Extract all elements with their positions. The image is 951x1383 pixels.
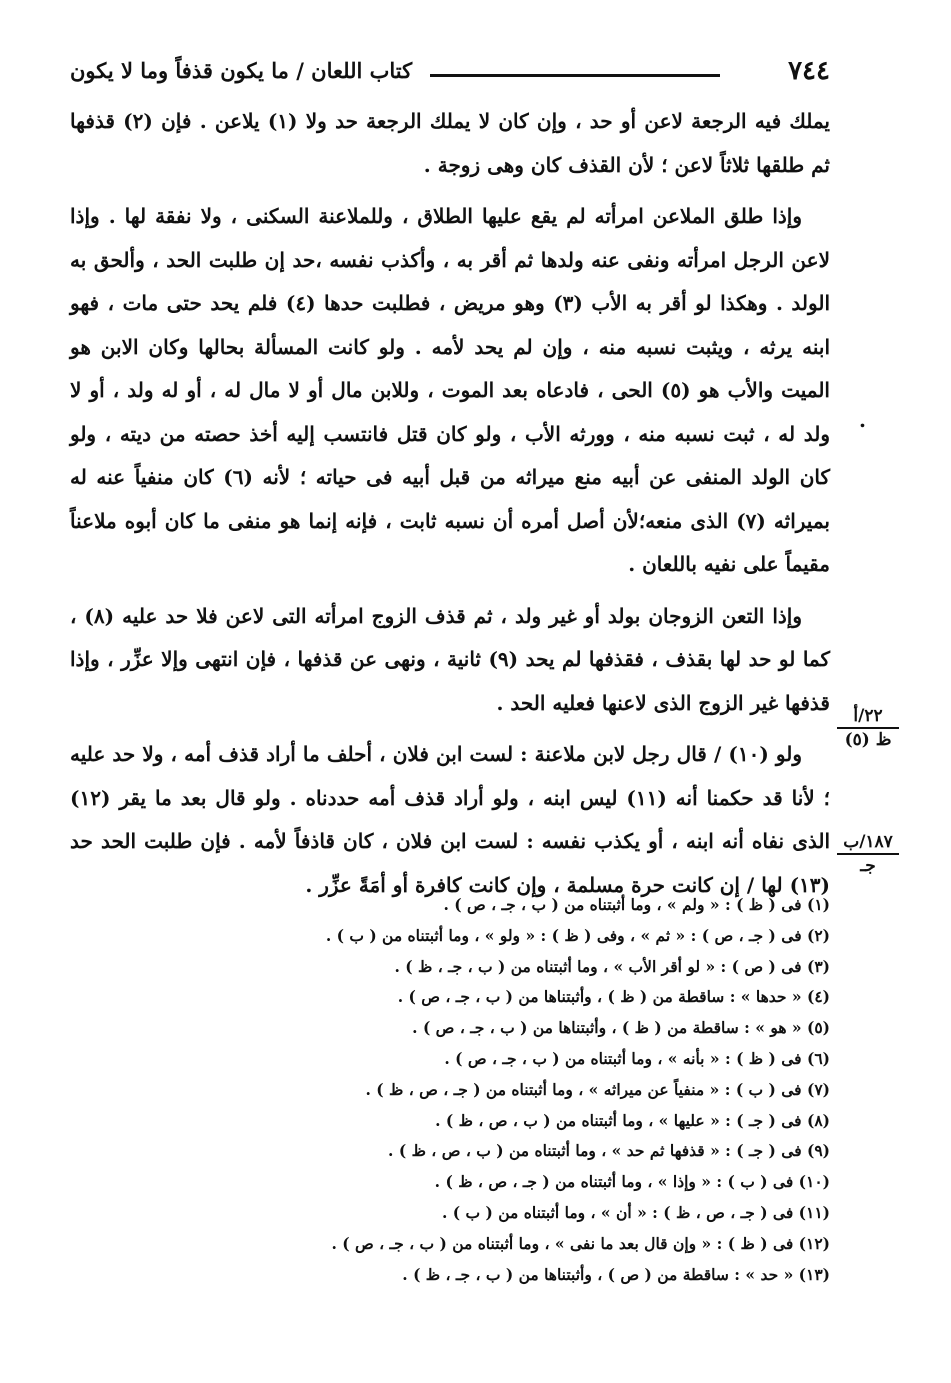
footnote: (٥) « هو » : ساقطة من ( ظ ) ، وأثبتناها من ( ب ، جـ ، ص ) .: [412, 1018, 830, 1038]
footnote: (٣) فى ( ص ) : « لو أقر الأب » ، وما أثبتناه من ( ب ، جـ ، ظ ) .: [394, 956, 830, 976]
manuscript-margin-note: [837, 706, 899, 750]
running-title: كتاب اللعان / ما يكون قذفاً وما لا يكون: [70, 58, 413, 83]
margin-dot: .: [859, 408, 866, 432]
footnote: (٨) فى ( جـ ) : « عليها » ، وما أثبتناه من ( ب ، ص ، ظ ) .: [435, 1110, 830, 1130]
margin-note-folio: ٢٢/أ: [837, 706, 899, 729]
footnote: (١) فى ( ظ ) : « ولم » ، وما أثبتناه من ( ب ، جـ ، ص ) .: [443, 895, 830, 914]
footnote: (٢) فى ( جـ ، ص ) : « ثم » ، وفى ( ظ ) : « ولو » ، وما أثبتناه من ( ب ) .: [325, 925, 830, 945]
page-number: ٧٤٤: [788, 56, 830, 86]
footnote: (١١) فى ( جـ ، ص ، ظ ) : « أن » ، وما أثبتناه من ( ب ) .: [441, 1202, 830, 1222]
footnote: (٤) « حدها » : ساقطة من ( ظ ) ، وأثبتناها من ( ب ، جـ ، ص ) .: [397, 987, 830, 1007]
footnote: (٧) فى ( ب ) : « منفياً عن ميراثه » ، وما أثبتناه من ( جـ ، ص ، ظ ) .: [365, 1079, 830, 1099]
paragraph: وإذا طلق الملاعن امرأته لم يقع عليها الطلاق ، وللملاعنة السكنى ، ولا نفقة لها . وإذا لاعن الرجل امرأته ونفى عنه ولدها ثم أقر به ، وأكذب نفسه ،حد إن طلبت الحد ، وألحق به الولد . وهكذا لو أقر به الأب (٣) وهو مريض ، فطلبت حدها (٤) فلم يحد حتى مات ، فهو ابنه يرثه ، ويثبت نسبه منه ، وإن لم يحد لأمه . ولو كانت المسألة بحالها وكان الابن هو الميت والأب هو (٥) الحى ، فادعاه بعد الموت ، وللابن مال أو لا مال له ، أو له ولد ، أو لا ولد له ، ثبت نسبه منه ، وورثه الأب ، ولو كان قتل فانتسب إليه أخذ حصته من ديته ، ولو كان الولد المنفى عن أبيه منع ميراثه من قبل أبيه فى حياته ؛ لأنه (٦) كان منفياً عنه له بميراثه (٧) الذى منعه؛لأن أصل أمره أن نسبه ثابت ، فإنه إنما هو منفى ما كان أبوه ملاعناً مقيماً على نفيه باللعان .: [70, 204, 831, 576]
margin-note-manuscript: جـ: [860, 856, 876, 876]
paragraph: وإذا التعن الزوجان بولد أو غير ولد ، ثم قذف الزوج امرأته التى لاعن فلا حد عليه (٨) ، كما لو حد لها بقذف ، فقذفها لم يحد (٩) ثانية ، ونهى عن قذفها ، فإن انتهى وإلا عزِّر ، وإذا قذفها غير الزوج الذى لاعنها فعليه الحد .: [70, 603, 830, 715]
paragraph: يملك فيه الرجعة لاعن أو حد ، وإن كان لا يملك الرجعة حد ولا (١) يلاعن . فإن (٢) قذفها ثم طلقها ثلاثاً لاعن ؛ لأن القذف كان وهى زوجة .: [70, 109, 830, 177]
footnote: (١٢) فى ( ظ ) : « وإن قال بعد ما نفى » ، وما أثبتناه من ( ب ، جـ ، ص ) .: [331, 1233, 830, 1253]
page-header: [70, 50, 830, 94]
footnote: (١٣) « حد » : ساقطة من ( ص ) ، وأثبتناها من ( ب ، جـ ، ظ ) .: [402, 1264, 830, 1284]
footnote: (١٠) فى ( ب ) : « وإذا » ، وما أثبتناه من ( جـ ، ص ، ظ ) .: [434, 1172, 830, 1192]
footnotes: [250, 890, 830, 1290]
margin-note-manuscript: ظ (٥): [844, 730, 892, 750]
paragraph: ولو (١٠) / قال رجل لابن ملاعنة : لست ابن فلان ، أحلف ما أراد قذف أمه ، ولا حد عليه ؛ لأنا قد حكمنا أنه (١١) ليس ابنه ، ولو أراد قذف أمه حددناه . ولو قال بعد ما يقر (١٢) الذى نفاه أنه ابنه ، أو يكذب نفسه : لست ابن فلان ، كان قاذفاً لأمه . فإن طلبت الحد حد (١٣) لها / إن كانت حرة مسلمة ، وإن كانت كافرة أو أمَةً عزِّر .: [70, 742, 830, 897]
manuscript-margin-note: [837, 832, 899, 876]
main-text: [70, 100, 830, 915]
footnote: (٩) فى ( جـ ) : « قذفها ثم حد » ، وما أثبتناه من ( ب ، ص ، ظ ) .: [388, 1141, 830, 1161]
header-rule: [430, 74, 720, 77]
footnote: (٦) فى ( ظ ) : « بأنه » ، وما أثبتناه من ( ب ، جـ ، ص ) .: [444, 1048, 830, 1068]
margin-note-folio: ١٨٧/ب: [837, 832, 899, 855]
